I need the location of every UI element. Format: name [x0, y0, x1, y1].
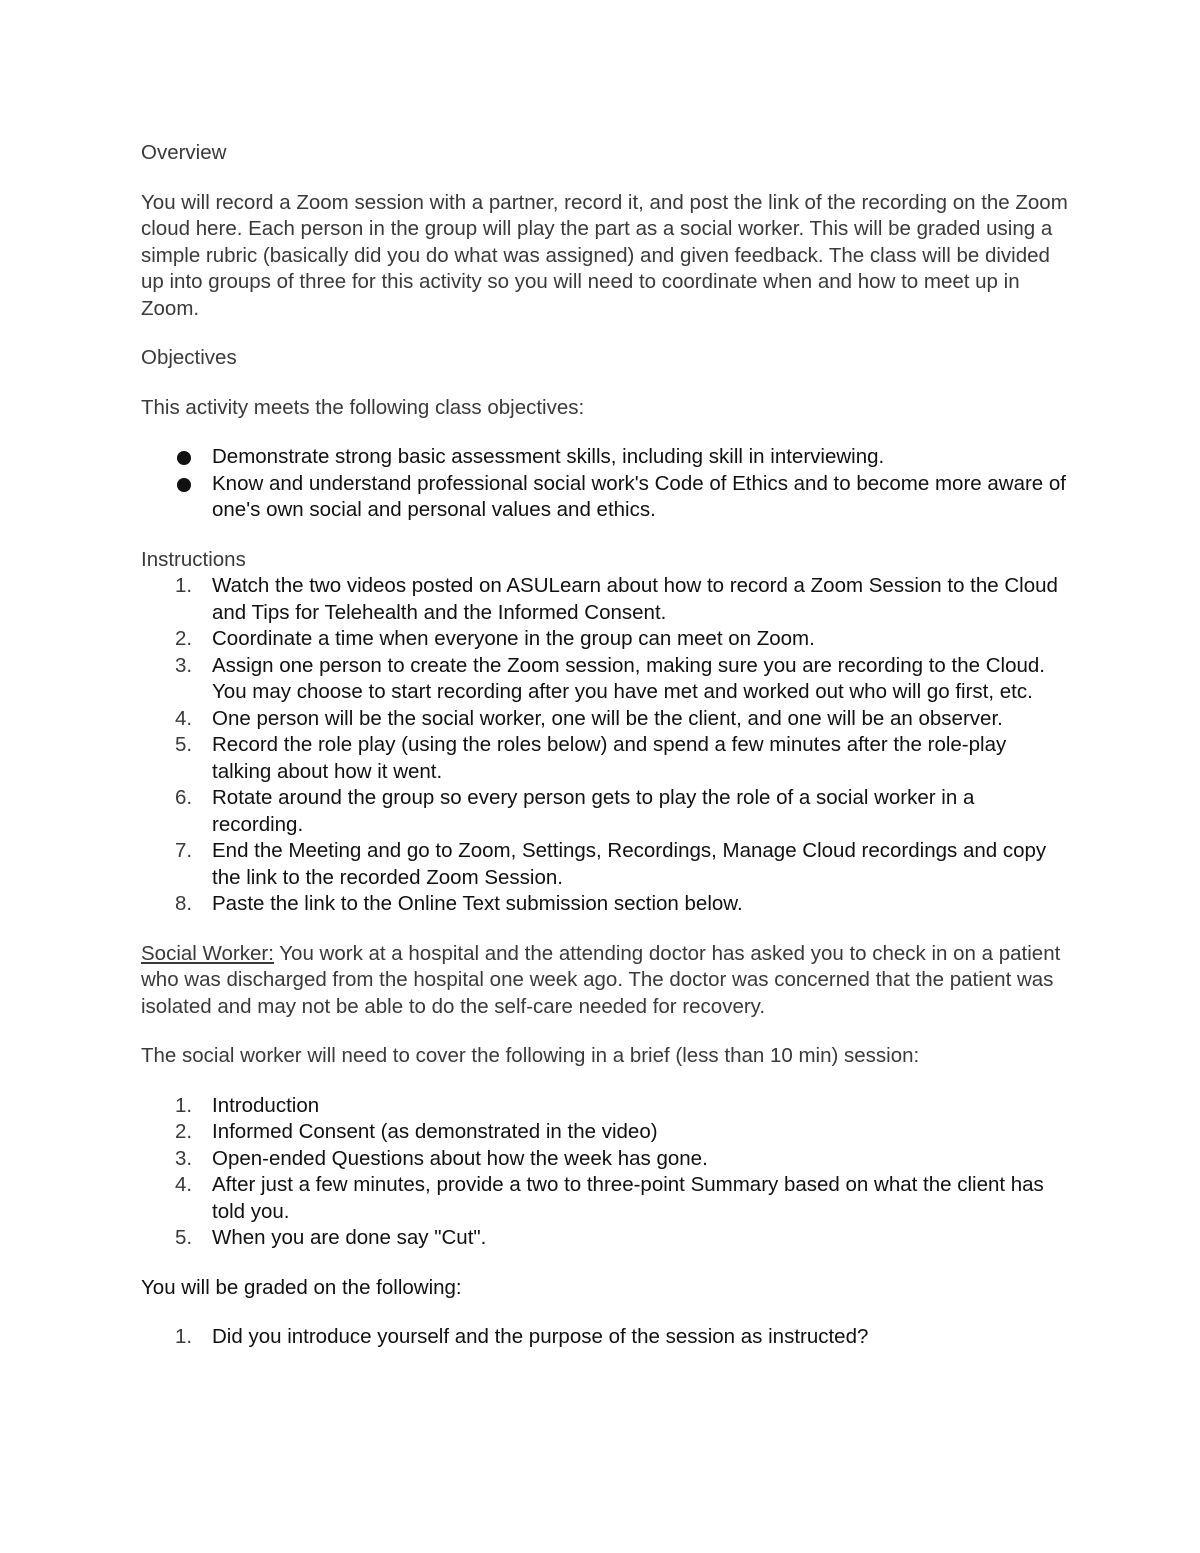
list-item: 1. Watch the two videos posted on ASULearn about how to record a Zoom Session to the Cloud and Tips for Telehealth and the Informed Consent. — [175, 574, 1058, 624]
list-item: 3. Open-ended Questions about how the week has gone. — [175, 1146, 708, 1170]
objectives-heading: Objectives — [141, 346, 237, 369]
session-intro: The social worker will need to cover the following in a brief (less than 10 min) session: — [141, 1044, 920, 1067]
list-item: 1. Did you introduce yourself and the purpose of the session as instructed? — [175, 1325, 869, 1348]
bullet-icon — [177, 451, 191, 465]
overview-text: You will record a Zoom session with a partner, record it, and post the link of the recording on the Zoom cloud here. Each person in the group will play the part as a social worker. This will be graded using a simple rubric (basically did you do what was assigned) and given feedback. The class will be divided up into groups of three for this activity so you will need to coordinate when and how to meet up in Zoom. — [141, 190, 1068, 320]
list-item: Know and understand professional social work's Code of Ethics and to become more aware of one's own social and personal values and ethics. — [141, 471, 1071, 524]
social-worker-text: You work at a hospital and the attending doctor has asked you to check in on a patient who was discharged from the hospital one week ago. The doctor was concerned that the patient was isolated and may not be able to do the self-care needed for recovery. — [141, 941, 1061, 1018]
social-worker-paragraph — [141, 941, 1071, 1021]
social-worker-label: Social Worker: — [141, 941, 274, 965]
overview-heading: Overview — [141, 141, 227, 164]
grading-intro: You will be graded on the following: — [141, 1275, 462, 1299]
list-item: 2. Informed Consent (as demonstrated in the video) — [175, 1120, 658, 1143]
list-item: Demonstrate strong basic assessment skills, including skill in interviewing. — [141, 444, 1071, 471]
objectives-list — [141, 444, 1071, 524]
objectives-intro: This activity meets the following class objectives: — [141, 395, 585, 419]
list-item: 8. Paste the link to the Online Text submission section below. — [175, 892, 743, 915]
instructions-heading: Instructions — [141, 547, 246, 571]
grading-list — [141, 1324, 1071, 1351]
list-item: 7. End the Meeting and go to Zoom, Settings, Recordings, Manage Cloud recordings and copy the link to the recorded Zoom Session. — [175, 839, 1047, 889]
session-list — [141, 1093, 1071, 1252]
bullet-icon — [177, 478, 191, 492]
list-item: 5. Record the role play (using the roles below) and spend a few minutes after the role-play talking about how it went. — [175, 733, 1007, 783]
document-body — [141, 140, 1071, 1351]
list-item: 2. Coordinate a time when everyone in the group can meet on Zoom. — [175, 627, 815, 650]
list-item: 4. One person will be the social worker, one will be the client, and one will be an observer. — [175, 706, 1003, 730]
list-item: 5. When you are done say "Cut". — [175, 1226, 487, 1249]
list-item: 6. Rotate around the group so every person gets to play the role of a social worker in a recording. — [175, 786, 975, 836]
list-item: 3. Assign one person to create the Zoom session, making sure you are recording to the Cloud. You may choose to start recording after you have met and worked out who will go first, etc. — [175, 653, 1045, 703]
instructions-list — [141, 573, 1071, 918]
list-item: 4. After just a few minutes, provide a two to three-point Summary based on what the client has told you. — [175, 1173, 1044, 1223]
list-item: 1. Introduction — [175, 1093, 320, 1117]
